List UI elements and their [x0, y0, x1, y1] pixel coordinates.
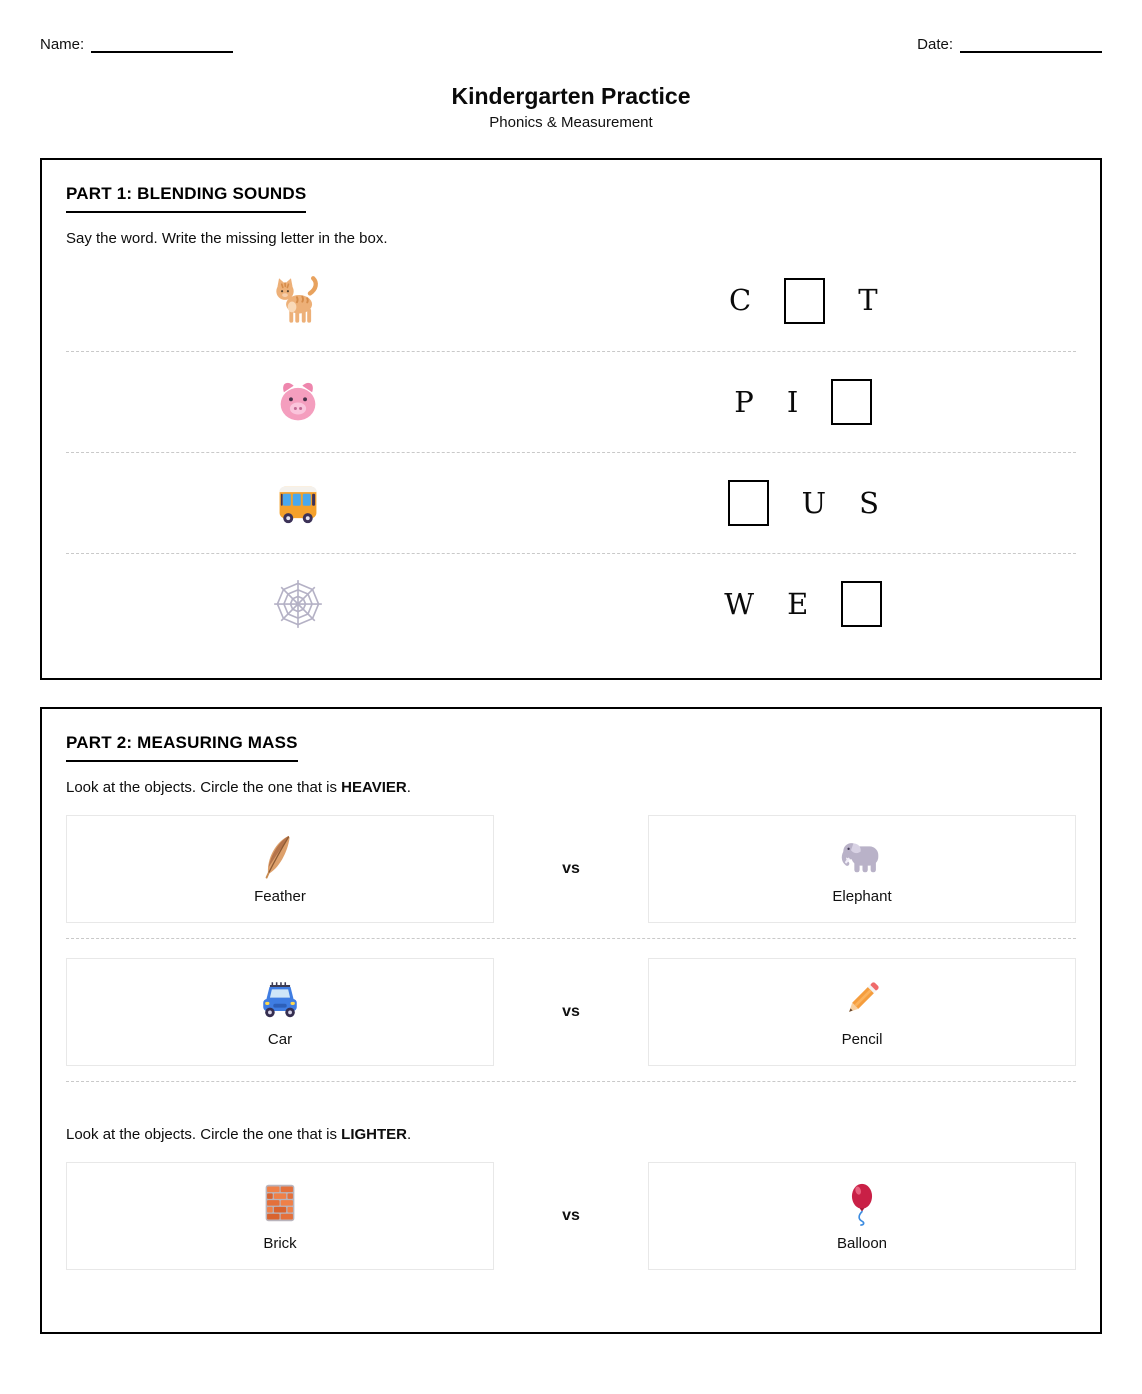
car-icon: [257, 976, 303, 1022]
name-write-line[interactable]: [91, 39, 233, 53]
letter: I: [786, 384, 799, 419]
phonics-row-cat: [66, 250, 1076, 351]
letter: P: [734, 384, 754, 419]
letter: U: [801, 485, 827, 520]
title-block: [40, 83, 1102, 131]
vs-label: vs: [562, 1207, 580, 1224]
missing-letter-box-bus[interactable]: [728, 480, 769, 526]
pair-option-feather[interactable]: [66, 815, 494, 923]
cat-icon: [66, 275, 531, 327]
letter: W: [724, 586, 755, 621]
letter: E: [787, 586, 809, 621]
vs-label: vs: [562, 860, 580, 877]
part2-section: [40, 707, 1102, 1334]
spacer: [66, 1270, 1076, 1308]
letter: T: [858, 283, 878, 317]
balloon-icon: [839, 1180, 885, 1226]
pair-option-balloon[interactable]: [648, 1162, 1076, 1270]
pair-row-brick-balloon: [66, 1162, 1076, 1270]
pair-option-elephant[interactable]: [648, 815, 1076, 923]
word-web: [531, 581, 1076, 627]
part1-section: [40, 158, 1102, 680]
pair-label-elephant: Elephant: [832, 888, 892, 905]
feather-icon: [257, 833, 303, 879]
pair-row-car-pencil: [66, 958, 1076, 1066]
instruction-text: Look at the objects. Circle the one that is: [66, 779, 342, 796]
pair-separator: [66, 938, 1076, 939]
bus-icon: [66, 477, 531, 529]
part2-instruction-lighter: [66, 1126, 1076, 1143]
elephant-icon: [839, 833, 885, 879]
part1-heading: PART 1: BLENDING SOUNDS: [66, 184, 306, 213]
pair-separator: [66, 1081, 1076, 1082]
date-field-group: [917, 36, 1102, 53]
date-label: Date:: [917, 36, 953, 53]
letter: S: [859, 485, 879, 520]
part2-heading: PART 2: MEASURING MASS: [66, 733, 298, 762]
phonics-rows: [66, 250, 1076, 654]
page-subtitle: Phonics & Measurement: [489, 114, 653, 131]
pair-label-balloon: Balloon: [836, 1235, 888, 1252]
vs-label: vs: [562, 1003, 580, 1020]
word-bus: [531, 480, 1076, 526]
instruction-period: .: [406, 779, 411, 796]
name-field-group: [40, 36, 233, 53]
pair-label-car: Car: [267, 1031, 293, 1048]
pair-label-pencil: Pencil: [841, 1031, 883, 1048]
part1-instruction: Say the word. Write the missing letter in the box.: [66, 230, 388, 247]
pair-option-car[interactable]: [66, 958, 494, 1066]
pencil-icon: [839, 976, 885, 1022]
pair-label-brick: Brick: [263, 1235, 297, 1252]
instruction-text: Look at the objects. Circle the one that is: [66, 1126, 342, 1143]
spider-web-icon: [66, 578, 531, 630]
part2-instruction-heavier: [66, 779, 1076, 796]
letter: C: [729, 283, 752, 317]
missing-letter-box-cat[interactable]: [784, 278, 825, 324]
phonics-row-web: [66, 553, 1076, 654]
missing-letter-box-web[interactable]: [841, 581, 882, 627]
word-pig: [531, 379, 1076, 425]
instruction-period: .: [407, 1126, 412, 1143]
pair-label-feather: Feather: [254, 888, 306, 905]
instruction-keyword-lighter: LIGHTER: [341, 1126, 407, 1143]
pair-option-pencil[interactable]: [648, 958, 1076, 1066]
pair-row-feather-elephant: [66, 815, 1076, 923]
phonics-row-pig: [66, 351, 1076, 452]
phonics-row-bus: [66, 452, 1076, 553]
date-write-line[interactable]: [960, 39, 1102, 53]
pig-icon: [66, 376, 531, 428]
page-title: Kindergarten Practice: [451, 83, 691, 109]
instruction-keyword-heavier: HEAVIER: [341, 779, 407, 796]
word-cat: [531, 278, 1076, 324]
name-label: Name:: [40, 36, 85, 53]
missing-letter-box-pig[interactable]: [831, 379, 872, 425]
brick-icon: [257, 1180, 303, 1226]
pair-option-brick[interactable]: [66, 1162, 494, 1270]
name-date-row: [40, 36, 1102, 53]
